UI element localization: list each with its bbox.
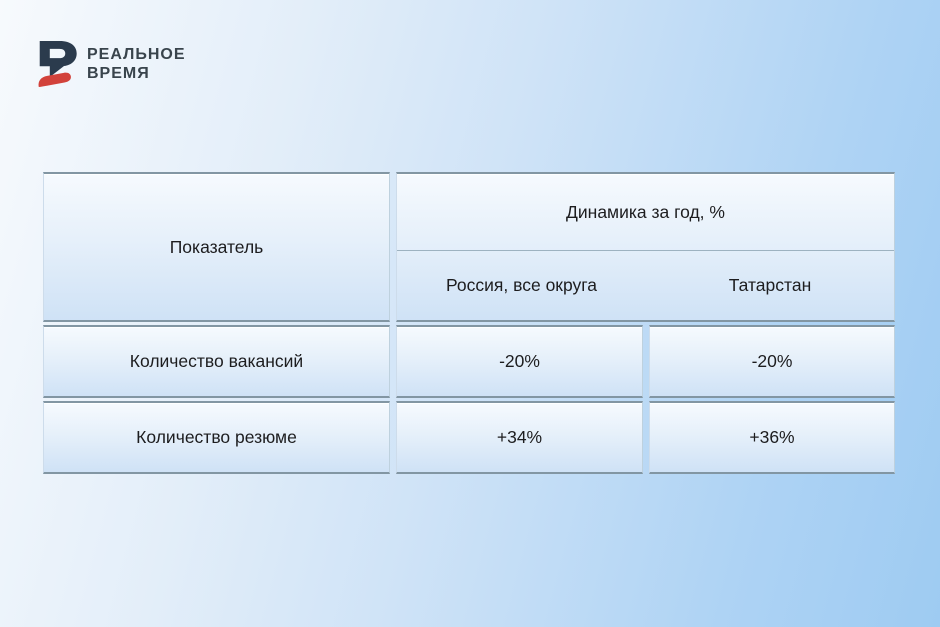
row-vacancies-label: Количество вакансий xyxy=(129,351,304,371)
header-sub-russia-label: Россия, все округа xyxy=(446,275,597,295)
row-vacancies-tatarstan-value xyxy=(649,325,895,398)
row-resumes-label-cell xyxy=(43,401,390,474)
header-dynamics-title xyxy=(397,174,894,251)
header-sub-tatarstan-label: Татарстан xyxy=(728,275,812,295)
header-indicator-label: Показатель xyxy=(169,236,264,257)
header-sub-russia xyxy=(397,251,646,320)
row-vacancies-russia-value xyxy=(396,325,643,398)
header-dynamics-label: Динамика за год, % xyxy=(566,201,725,222)
brand-logo xyxy=(36,40,186,88)
brand-logo-text xyxy=(87,45,186,83)
data-table xyxy=(43,172,895,474)
header-indicator-cell xyxy=(43,172,390,322)
brand-logo-icon xyxy=(36,40,78,88)
header-subcolumns xyxy=(397,251,894,320)
header-sub-tatarstan xyxy=(646,251,894,320)
brand-name-line1: РЕАЛЬНОЕ xyxy=(87,46,186,63)
value-resumes-russia: +34% xyxy=(496,427,543,447)
logo-swoosh-red xyxy=(39,73,71,87)
value-resumes-tatarstan: +36% xyxy=(749,427,795,447)
row-vacancies-label-cell xyxy=(43,325,390,398)
logo-letter-navy xyxy=(40,41,77,77)
value-vacancies-tatarstan: -20% xyxy=(751,351,793,371)
value-vacancies-russia: -20% xyxy=(499,351,540,371)
header-dynamics-cell xyxy=(396,172,895,322)
row-resumes-label: Количество резюме xyxy=(136,427,297,447)
row-resumes-tatarstan-value xyxy=(649,401,895,474)
row-resumes-russia-value xyxy=(396,401,643,474)
brand-name-line2: ВРЕМЯ xyxy=(87,65,150,82)
